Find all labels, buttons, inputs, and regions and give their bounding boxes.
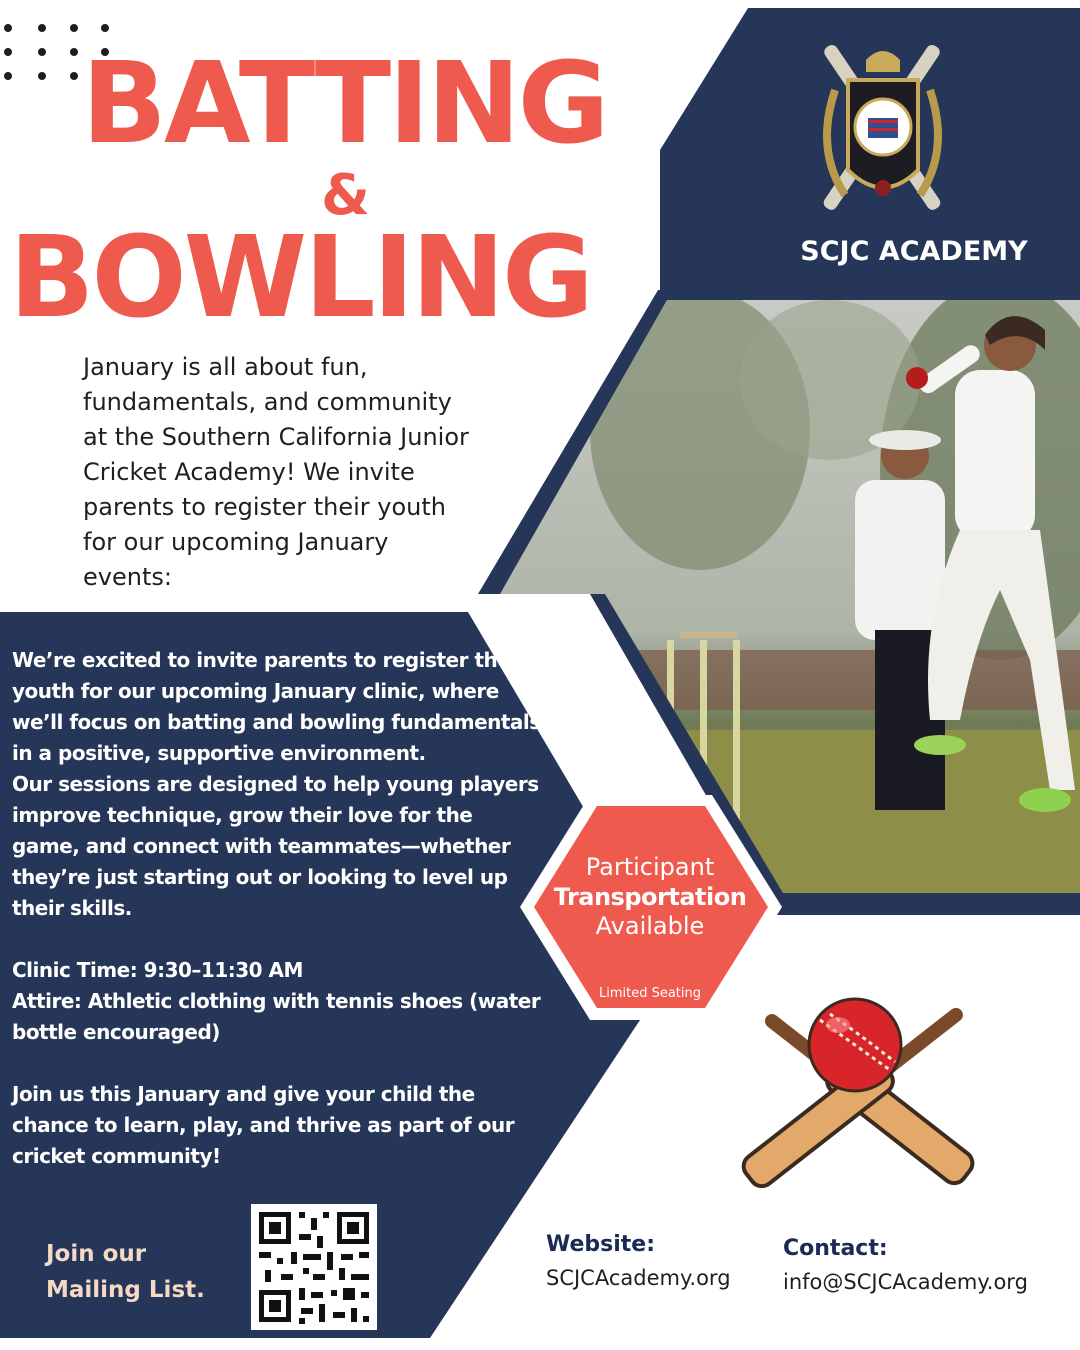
badge-line-transportation: Transportation <box>553 883 747 911</box>
event-details <box>12 645 542 1172</box>
contact-email-link[interactable]: info@SCJCAcademy.org <box>783 1270 1028 1294</box>
badge-note: Limited Seating <box>598 986 702 1001</box>
contact-label: Contact: <box>783 1236 888 1261</box>
intro-paragraph: January is all about fun, fundamentals, and community at the Southern California Junior Cricket Academy! We invite parents to register their youth for our upcoming January events: <box>83 353 469 591</box>
website-link[interactable]: SCJCAcademy.org <box>546 1266 731 1290</box>
closing-paragraph: Join us this January and give your child the chance to learn, play, and thrive as part of our cricket community! <box>12 1082 515 1168</box>
details-paragraph-2: Our sessions are designed to help young players improve technique, grow their love for the game, and connect with teammates—whether they’re just starting out or looking to level up their skills. <box>12 772 539 920</box>
badge-line-participant: Participant <box>585 853 715 881</box>
title-line-batting: BATTING <box>81 39 607 169</box>
title-ampersand: & <box>321 163 367 228</box>
badge-line-available: Available <box>595 912 705 940</box>
title-line-bowling: BOWLING <box>9 213 591 343</box>
academy-name: SCJC ACADEMY <box>800 236 1028 267</box>
clinic-time: Clinic Time: 9:30–11:30 AM <box>12 958 303 982</box>
details-paragraph-1: We’re excited to invite parents to register their youth for our upcoming January clinic, where we’ll focus on batting and bowling fundamentals in a positive, supportive environment. <box>12 648 541 765</box>
crossed-bats-icon <box>739 998 977 1191</box>
website-label: Website: <box>546 1232 656 1257</box>
mailing-line-1: Join our <box>46 1241 147 1267</box>
qr-code[interactable] <box>251 1204 377 1330</box>
mailing-list-label <box>46 1236 246 1308</box>
mailing-line-2: Mailing List. <box>46 1277 205 1303</box>
transportation-badge <box>548 852 752 940</box>
attire-info: Attire: Athletic clothing with tennis shoes (water bottle encouraged) <box>12 989 541 1044</box>
